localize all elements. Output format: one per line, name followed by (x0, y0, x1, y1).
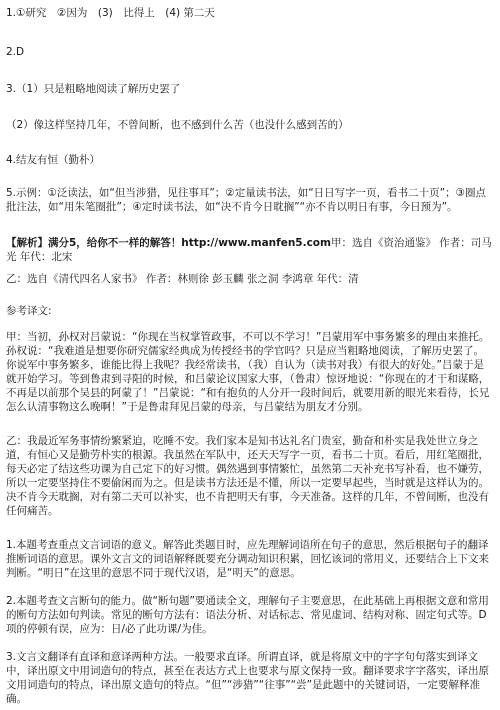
note-2: 2.本题考查文言断句的能力。做“断句题”要通读全文，理解句子主要意思，在此基础上再根据文意和常用的断句方法如句判读。常见的断句方法有：语法分析、对话标志、常见虚词、结构对称、固定句式等。D项的停顿有误，应为：日/必了此功课/为佳。 (6, 595, 489, 635)
reference-translation-title: 参考译文: (6, 305, 52, 317)
answer-5: 5.示例：①泛读法，如“但当涉猎，见往事耳”；②定量读书法，如“日日写字一页，看书二十页”；③圈点批注法，如“用朱笔圈批”；④定时读书法，如“决不肯今日耽搁”“亦不肯以明日有事，今日预为”。 (6, 187, 487, 213)
answer-3-part-1: 3.（1）只是粗略地阅读了解历史罢了 (6, 83, 181, 95)
translation-jia: 甲：当初，孙权对吕蒙说：“你现在当权掌管政事，不可以不学习！”吕蒙用军中事务繁多的理由来推托。孙权说：“我难道是想要你研究儒家经典成为传授经书的学官吗？只是应当粗略地阅读，了解历史罢了。你说军中事务繁多，谁能比得上我呢？我经常读书，（我）自认为（读书对我）有很大的好处。”吕蒙于是就开始学习。等到鲁肃到寻阳的时候，和吕蒙论议国家大事，（鲁肃）惊讶地说：“你现在的才干和谋略，不再是以前那个吴县的阿蒙了！”吕蒙说：“和有抱负的人分开一段时间后，就要用新的眼光来看待，长兄怎么认清事物这么晚啊！”于是鲁肃拜见吕蒙的母亲，与吕蒙结为朋友才分别。 (6, 331, 490, 413)
analysis-jia-source: 甲：选自《资治通鉴》 作者：司马光 年代：北宋 (6, 237, 492, 263)
analysis-yi-source: 乙：选自《清代四名人家书》 作者：林则徐 彭玉麟 张之洞 李鸿章 年代：清 (6, 273, 359, 285)
note-3: 3.文言文翻译有直译和意译两种方法。一般要求直译。所谓直译，就是将原文中的字字句句落实到译文中，译出原文中用词造句的特点，甚至在表达方式上也要求与原文保持一致。翻译要求字字落实，译出原文用词造句的特点，译出原文造句的特点。“但”“涉猎”“往事”“尝”是此题中的关键词语，一定要解释准确。 (6, 651, 489, 705)
answer-4: 4.结友有恒（勤朴） (6, 154, 101, 166)
analysis-watermark-link[interactable]: 满分5，给你不一样的解答！http://www.manfen5.com (48, 237, 331, 249)
answer-1: 1.①研究 ②因为 (3) 比得上 (4) 第二天 (6, 7, 215, 19)
analysis-label: 【解析】 (6, 237, 48, 249)
note-1: 1.本题考查重点文言词语的意义。解答此类题目时，应先理解词语所在句子的意思，然后根据句子的翻译推断词语的意思。课外文言文的词语解释既要充分调动知识积累，回忆该词的常用义，还要结合上下文来判断。“明日”在这里的意思不同于现代汉语，是“明天”的意思。 (6, 539, 489, 579)
analysis-header (6, 236, 494, 264)
answer-2: 2.D (6, 46, 25, 58)
translation-yi: 乙：我最近军务事情纷繁紧迫，吃睡不安。我们家本是知书达礼名门贵室，勤奋和朴实是我处世立身之道，有恒心又是勤劳朴实的根源。我虽然在军队中，还天天写字一页，看书二十页。看后，用红笔圈批，每天必定了结这些功课为自己定下的好习惯。偶然遇到事情繁忙，虽然第二天补充书写补看，也不嫌劳，所以一定要坚持住不要偷闲而为之。但是读书方法还是不懂，所以一定要早起些，当时就是这样认为的。决不肯今天耽搁，对有第二天可以补实，也不肯把明天有事，今天准备。这样的几年，不曾间断，也没有任何痛苦。 (6, 435, 489, 517)
answer-3-part-2: （2）像这样坚持几年，不曾间断，也不感到什么苦（也没什么感到苦的） (6, 119, 349, 131)
